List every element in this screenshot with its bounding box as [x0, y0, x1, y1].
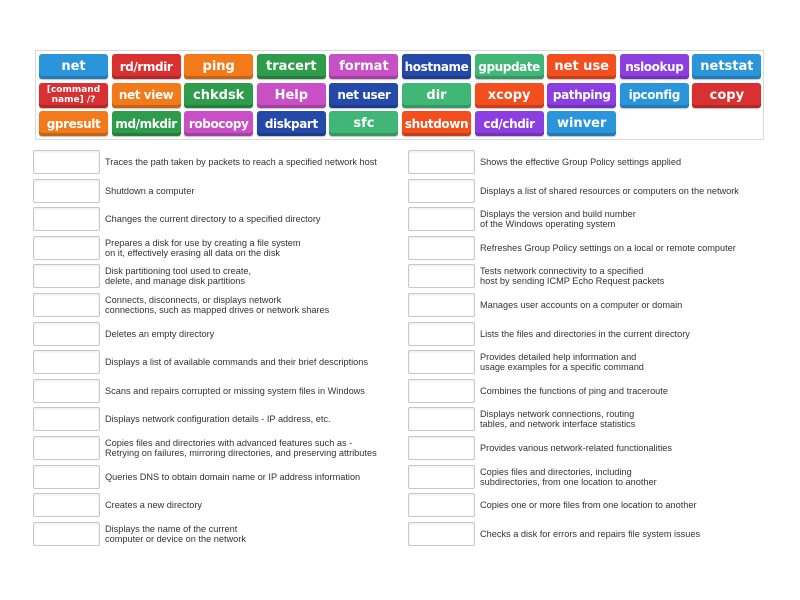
description-text: Scans and repairs corrupted or missing system files in Windows	[105, 385, 365, 396]
drop-slot[interactable]	[33, 379, 100, 403]
match-row	[33, 179, 403, 203]
answer-tile[interactable]: md/mkdir	[112, 111, 181, 136]
match-row	[408, 493, 778, 517]
drop-slot[interactable]	[33, 264, 100, 288]
description-text: Tests network connectivity to a specified host by sending ICMP Echo Request packets	[480, 266, 665, 287]
match-row	[33, 293, 403, 317]
answer-tile[interactable]: diskpart	[257, 111, 326, 136]
match-row	[408, 236, 778, 260]
answer-tile[interactable]: net user	[329, 83, 398, 108]
match-row	[33, 207, 403, 231]
description-text: Disk partitioning tool used to create, delete, and manage disk partitions	[105, 266, 252, 287]
description-text: Copies one or more files from one location to another	[480, 500, 697, 511]
match-row	[33, 236, 403, 260]
drop-slot[interactable]	[33, 493, 100, 517]
description-text: Displays the version and build number of the Windows operating system	[480, 209, 636, 230]
drop-slot[interactable]	[33, 465, 100, 489]
drop-slot[interactable]	[408, 150, 475, 174]
answer-tile[interactable]: winver	[547, 111, 616, 136]
description-text: Copies files and directories, including subdirectories, from one location to another	[480, 466, 657, 487]
description-text: Connects, disconnects, or displays network connections, such as mapped drives or network shares	[105, 295, 330, 315]
description-text: Displays a list of shared resources or computers on the network	[480, 185, 739, 196]
match-row	[408, 379, 778, 403]
answer-tile[interactable]: chkdsk	[184, 83, 253, 108]
drop-slot[interactable]	[33, 150, 100, 174]
answer-tile[interactable]: net	[39, 54, 108, 79]
answer-tile[interactable]: Help	[257, 83, 326, 108]
match-row	[408, 207, 778, 231]
drop-slot[interactable]	[408, 465, 475, 489]
match-row	[408, 350, 778, 374]
drop-slot[interactable]	[408, 236, 475, 260]
match-row	[408, 322, 778, 346]
drop-slot[interactable]	[408, 522, 475, 546]
answer-tile[interactable]: ping	[184, 54, 253, 79]
drop-slot[interactable]	[408, 407, 475, 431]
description-text: Copies files and directories with advanced features such as - Retrying on failures, mirroring directories, and preserving attributes	[105, 438, 377, 458]
match-row	[33, 493, 403, 517]
description-text: Prepares a disk for use by creating a file system on it, effectively erasing all data on the disk	[105, 237, 301, 258]
match-row	[408, 407, 778, 431]
drop-slot[interactable]	[33, 179, 100, 203]
drop-slot[interactable]	[408, 350, 475, 374]
match-row	[33, 264, 403, 288]
match-row	[33, 465, 403, 489]
match-row	[33, 150, 403, 174]
drop-slot[interactable]	[408, 207, 475, 231]
description-text: Refreshes Group Policy settings on a local or remote computer	[480, 242, 736, 253]
answer-tile[interactable]: pathping	[547, 83, 616, 108]
description-text: Deletes an empty directory	[105, 328, 215, 339]
match-row	[408, 179, 778, 203]
drop-slot[interactable]	[408, 179, 475, 203]
drop-slot[interactable]	[408, 436, 475, 460]
drop-slot[interactable]	[33, 522, 100, 546]
answer-tile[interactable]: net use	[547, 54, 616, 79]
word-bank	[35, 50, 764, 140]
match-row	[33, 522, 403, 546]
answer-tile[interactable]: tracert	[257, 54, 326, 79]
drop-slot[interactable]	[33, 407, 100, 431]
description-text: Queries DNS to obtain domain name or IP address information	[105, 471, 361, 482]
answer-tile[interactable]: robocopy	[184, 111, 253, 136]
answer-tile[interactable]: copy	[692, 83, 761, 108]
drop-slot[interactable]	[408, 379, 475, 403]
description-text: Provides detailed help information and usage examples for a specific command	[480, 352, 644, 373]
description-text: Displays network configuration details - IP address, etc.	[105, 414, 331, 425]
answer-tile[interactable]: gpupdate	[475, 54, 544, 79]
answer-tile[interactable]: gpresult	[39, 111, 108, 136]
answer-tile[interactable]: nslookup	[620, 54, 689, 79]
answer-tile[interactable]: cd/chdir	[475, 111, 544, 136]
description-text: Shutdown a computer	[105, 185, 195, 196]
answer-tile[interactable]: hostname	[402, 54, 471, 79]
description-text: Lists the files and directories in the current directory	[480, 328, 690, 339]
answer-tile[interactable]: dir	[402, 83, 471, 108]
description-text: Creates a new directory	[105, 500, 203, 511]
answer-tile[interactable]: ipconfig	[620, 83, 689, 108]
description-text: Shows the effective Group Policy settings applied	[480, 157, 682, 167]
description-text: Combines the functions of ping and traceroute	[480, 385, 668, 396]
answer-tile[interactable]: [command name] /?	[39, 83, 108, 108]
answer-tile[interactable]: xcopy	[475, 83, 544, 108]
drop-slot[interactable]	[33, 293, 100, 317]
drop-slot[interactable]	[408, 293, 475, 317]
answer-tile[interactable]: netstat	[692, 54, 761, 79]
match-row	[33, 350, 403, 374]
drop-slot[interactable]	[33, 207, 100, 231]
description-text: Displays network connections, routing tables, and network interface statistics	[480, 409, 636, 430]
answer-tile[interactable]: format	[329, 54, 398, 79]
answer-tile[interactable]: shutdown	[402, 111, 471, 136]
drop-slot[interactable]	[408, 322, 475, 346]
answer-tile[interactable]: rd/rmdir	[112, 54, 181, 79]
match-row	[408, 264, 778, 288]
drop-slot[interactable]	[33, 436, 100, 460]
match-row	[33, 407, 403, 431]
answer-tile[interactable]: sfc	[329, 111, 398, 136]
drop-slot[interactable]	[408, 264, 475, 288]
drop-slot[interactable]	[33, 322, 100, 346]
match-row	[408, 293, 778, 317]
match-row	[33, 379, 403, 403]
match-row	[408, 465, 778, 489]
description-text: Displays the name of the current computer or device on the network	[105, 523, 246, 544]
answer-tile[interactable]: net view	[112, 83, 181, 108]
description-text: Provides various network-related functionalities	[480, 443, 673, 453]
match-row	[408, 150, 778, 174]
description-text: Traces the path taken by packets to reach a specified network host	[105, 157, 377, 167]
match-row	[33, 322, 403, 346]
drop-slot[interactable]	[408, 493, 475, 517]
description-text: Displays a list of available commands and their brief descriptions	[105, 357, 368, 368]
description-text: Changes the current directory to a specified directory	[105, 214, 321, 225]
match-row	[408, 436, 778, 460]
description-text: Checks a disk for errors and repairs file system issues	[480, 528, 701, 539]
drop-slot[interactable]	[33, 350, 100, 374]
match-row	[408, 522, 778, 546]
drop-slot[interactable]	[33, 236, 100, 260]
match-row	[33, 436, 403, 460]
description-text: Manages user accounts on a computer or domain	[480, 300, 683, 310]
